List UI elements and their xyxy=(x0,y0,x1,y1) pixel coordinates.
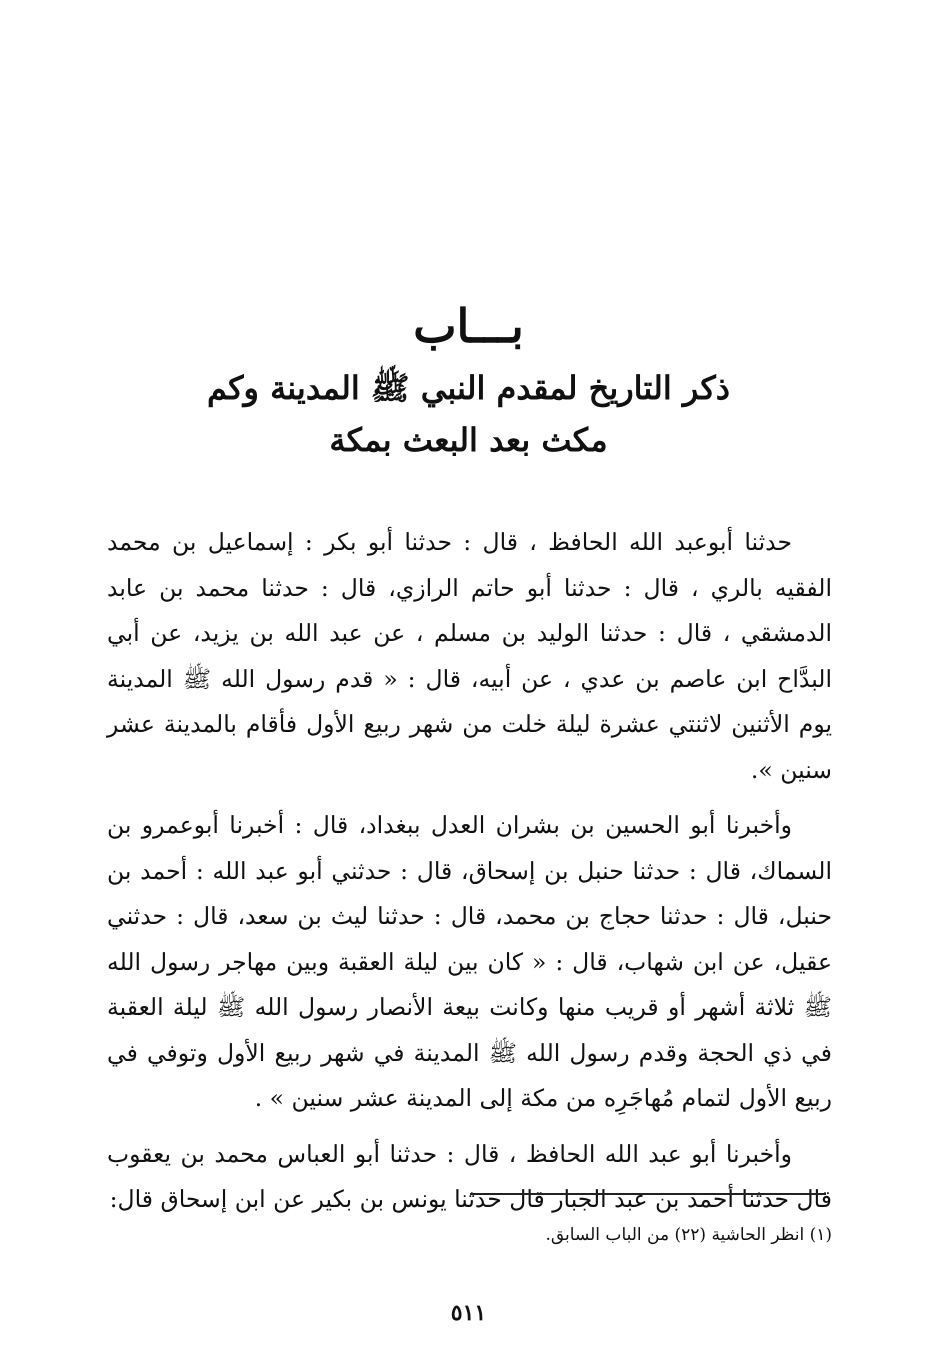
page-number: ٥١١ xyxy=(450,1300,487,1326)
footnote: (١) انظر الحاشية (٢٢) من الباب السابق. xyxy=(545,1225,832,1245)
chapter-label: بـــاب xyxy=(413,299,524,353)
chapter-title xyxy=(120,362,817,466)
chapter-title-line-2: مكث بعد البعث بمكة xyxy=(329,421,608,459)
paragraph-1: حدثنا أبوعبد الله الحافظ ، قال : حدثنا أبو بكر : إسماعيل بن محمد الفقيه بالري ، قال : حدثنا أبو حاتم الرازي، قال : حدثنا محمد بن عابد الدمشقي ، قال : حدثنا الوليد بن مسلم ، عن عبد الله بن يزيد، عن أبي البدَّاح ابن عاصم بن عدي ، عن أبيه، قال : « قدم رسول الله ﷺ المدينة يوم الأثنين لاثنتي عشرة ليلة خلت من شهر ربيع الأول فأقام بالمدينة عشر سنين ». xyxy=(107,528,832,784)
paragraph-3: وأخبرنا أبو عبد الله الحافظ ، قال : حدثنا أبو العباس محمد بن يعقوب قال حدثنا أحمد بن عبد الجبار قال حدثنا يونس بن بكير عن ابن إسحاق قال: xyxy=(107,1139,832,1213)
paragraph-2: وأخبرنا أبو الحسين بن بشران العدل ببغداد، قال : أخبرنا أبوعمرو بن السماك، قال : حدثنا حنبل بن إسحاق، قال : حدثني أبو عبد الله : أحمد بن حنبل، قال : حدثنا حجاج بن محمد، قال : حدثنا ليث بن سعد، قال : حدثني عقيل، عن ابن شهاب، قال : « كان بين ليلة العقبة وبين مهاجر رسول الله ﷺ ثلاثة أشهر أو قريب منها وكانت بيعة الأنصار رسول الله ﷺ ليلة العقبة في ذي الحجة وقدم رسول الله ﷺ المدينة في شهر ربيع الأول وتوفي في ربيع الأول لتمام مُهاجَرِه من مكة إلى المدينة عشر سنين » . xyxy=(107,811,832,1112)
body-text xyxy=(107,520,832,1233)
chapter-title-line-1: ذكر التاريخ لمقدم النبي ﷺ المدينة وكم xyxy=(206,369,730,407)
footnote-divider xyxy=(470,1193,826,1195)
